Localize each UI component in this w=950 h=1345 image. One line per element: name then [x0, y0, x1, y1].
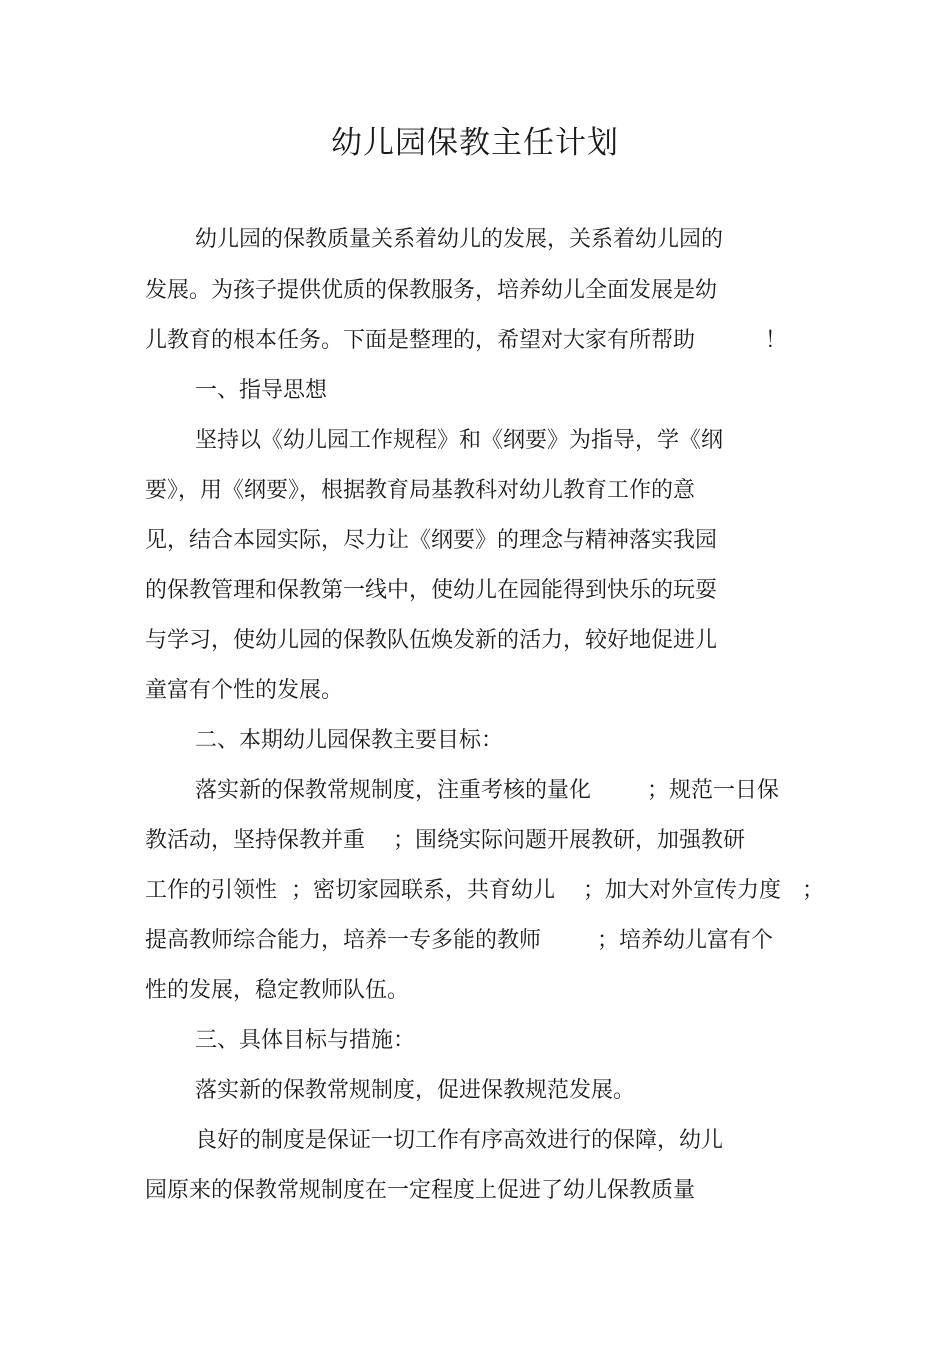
body-line: 落实新的保教常规制度，注重考核的量化 ；规范一日保: [195, 778, 779, 803]
section-heading: 二、本期幼儿园保教主要目标：: [195, 728, 504, 753]
body-line: 的保教管理和保教第一线中，使幼儿在园能得到快乐的玩耍: [145, 578, 718, 603]
body-line: 儿教育的根本任务。下面是整理的，希望对大家有所帮助 ！: [145, 328, 787, 353]
body-line: 良好的制度是保证一切工作有序高效进行的保障，幼儿: [195, 1128, 724, 1153]
section-heading: 一、指导思想: [195, 378, 328, 403]
section-heading: 三、具体目标与措施：: [195, 1028, 416, 1053]
body-line: 提高教师综合能力，培养一专多能的教师 ；培养幼儿富有个: [145, 928, 773, 953]
body-line: 教活动，坚持保教并重 ；围绕实际问题开展教研，加强教研: [145, 828, 745, 853]
body-line: 工作的引领性 ；密切家园联系，共育幼儿 ；加大对外宣传力度 ；: [145, 878, 824, 903]
body-line: 坚持以《幼儿园工作规程》和《纲要》为指导，学《纲: [195, 428, 724, 453]
document-title: 幼儿园保教主任计划: [331, 125, 619, 161]
body-line: 幼儿园的保教质量关系着幼儿的发展，关系着幼儿园的: [195, 227, 724, 252]
body-line: 落实新的保教常规制度，促进保教规范发展。: [195, 1078, 636, 1103]
body-line: 童富有个性的发展。: [145, 678, 344, 703]
body-line: 园原来的保教常规制度在一定程度上促进了幼儿保教质量: [145, 1178, 696, 1203]
body-line: 发展。为孩子提供优质的保教服务，培养幼儿全面发展是幼: [145, 278, 718, 303]
body-line: 见，结合本园实际，尽力让《纲要》的理念与精神落实我园: [145, 528, 718, 553]
body-line: 与学习，使幼儿园的保教队伍焕发新的活力，较好地促进儿: [145, 628, 718, 653]
body-line: 要》，用《纲要》，根据教育局基教科对幼儿教育工作的意: [145, 478, 696, 503]
body-line: 性的发展，稳定教师队伍。: [145, 978, 410, 1003]
